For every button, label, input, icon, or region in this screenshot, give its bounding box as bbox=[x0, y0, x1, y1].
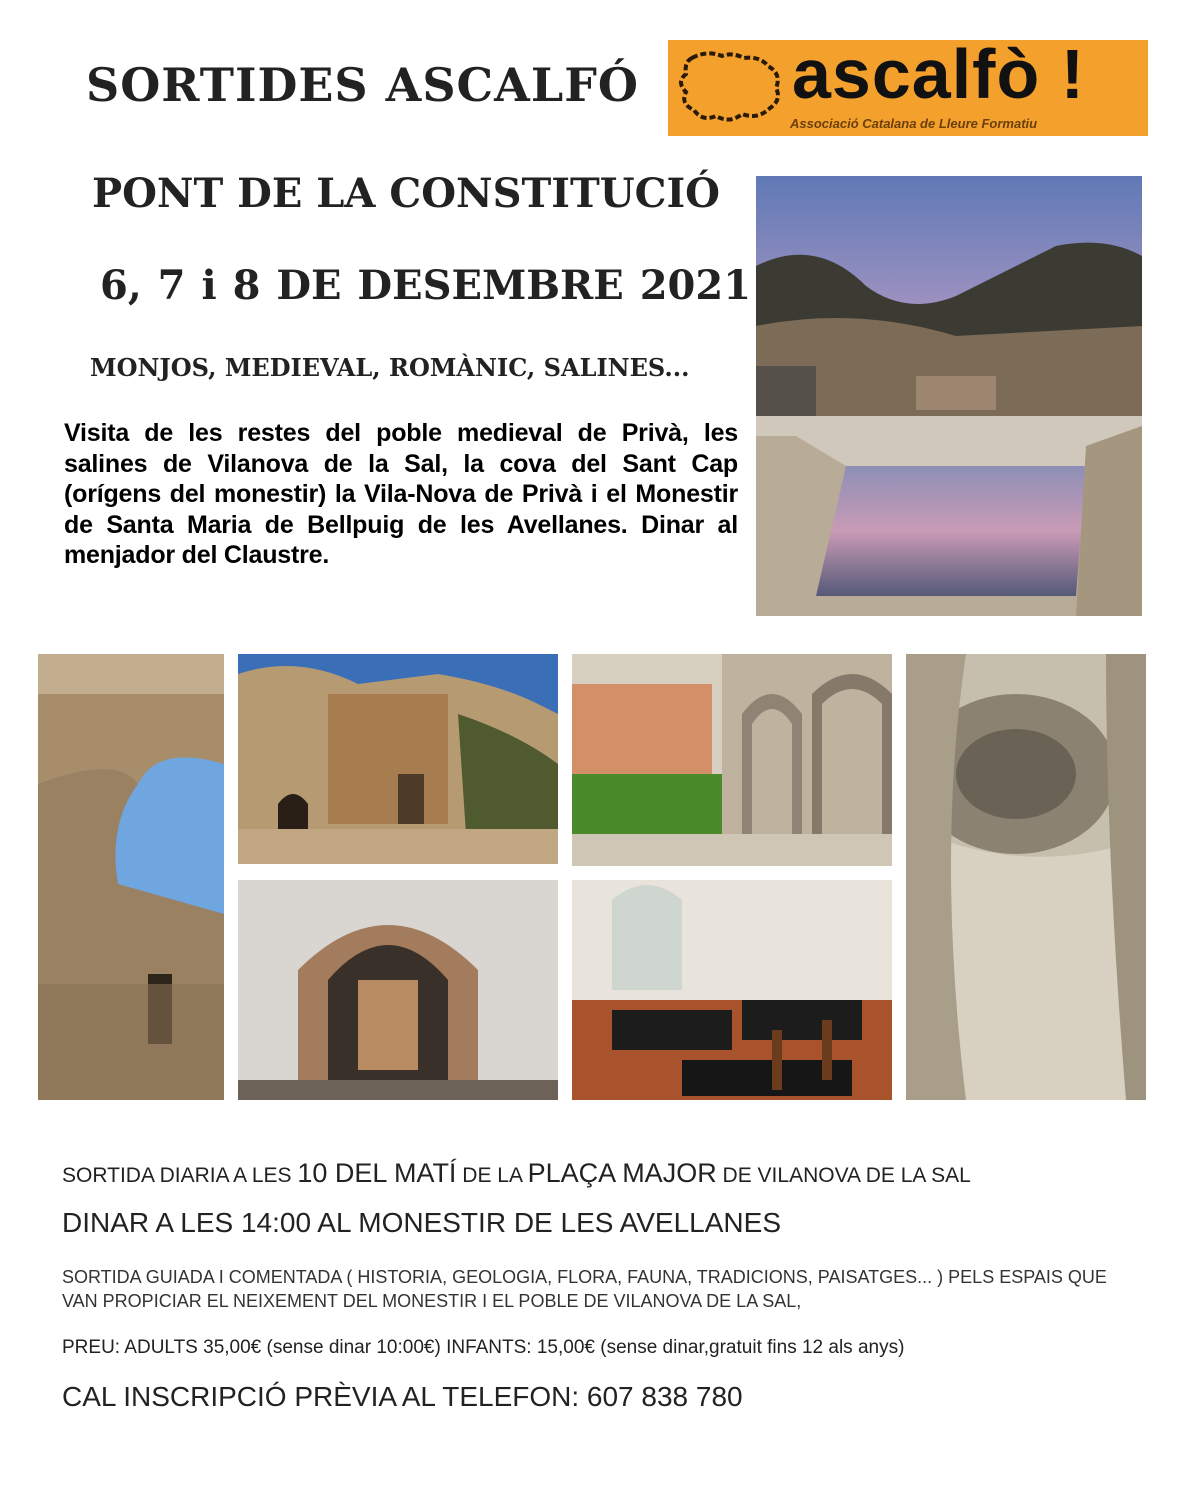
registration-line: CAL INSCRIPCIÓ PRÈVIA AL TELEFON: 607 838 780 bbox=[62, 1381, 743, 1412]
ruined-tower-photo bbox=[38, 654, 224, 1100]
dining-room-photo bbox=[572, 880, 892, 1100]
departure-time: 10 DEL MATÍ bbox=[297, 1158, 457, 1188]
event-name: PONT DE LA CONSTITUCIÓ bbox=[92, 170, 721, 217]
price-line: PREU: ADULTS 35,00€ (sense dinar 10:00€) INFANTS: 15,00€ (sense dinar,gratuit fins 12 als anys) bbox=[62, 1337, 905, 1358]
event-dates: 6, 7 i 8 DE DESEMBRE 2021 bbox=[100, 262, 752, 309]
departure-line: SORTIDA DIARIA A LES 10 DEL MATÍ DE LA PLAÇA MAJOR DE VILANOVA DE LA SAL bbox=[62, 1158, 971, 1188]
cloister-photo bbox=[572, 654, 892, 866]
event-description: Visita de les restes del poble medieval de Privà, les salines de Vilanova de la Sal, la cova del Sant Cap (orígens del monestir) la Vila-Nova de Privà i el Monestir de Santa Maria de Bellpuig de les Avellanes. Dinar al menjador del Claustre. bbox=[64, 419, 738, 569]
spiral-staircase-photo bbox=[906, 654, 1146, 1100]
salt-pans-photo bbox=[756, 176, 1142, 616]
info-section bbox=[62, 1158, 1142, 1413]
logo-wordmark: ascalfò ! bbox=[792, 35, 1085, 113]
catalonia-map-icon bbox=[672, 48, 792, 128]
departure-place: PLAÇA MAJOR bbox=[527, 1158, 717, 1188]
event-tags: MONJOS, MEDIEVAL, ROMÀNIC, SALINES... bbox=[90, 353, 690, 382]
poster-title: SORTIDES ASCALFÓ bbox=[86, 58, 639, 112]
ascalfo-logo bbox=[668, 35, 1148, 136]
village-arch-photo bbox=[238, 880, 558, 1100]
guided-tour-text: SORTIDA GUIADA I COMENTADA ( HISTORIA, GEOLOGIA, FLORA, FAUNA, TRADICIONS, PAISATGES... ) PELS ESPAIS QUE VAN PROPICIAR EL NEIXEMENT DEL MONESTIR I EL POBLE DE VILANOVA DE LA SAL, bbox=[62, 1267, 1107, 1311]
lunch-line: DINAR A LES 14:00 AL MONESTIR DE LES AVELLANES bbox=[62, 1207, 781, 1238]
logo-subtitle: Associació Catalana de Lleure Formatiu bbox=[790, 116, 1038, 131]
stone-house-photo bbox=[238, 654, 558, 864]
